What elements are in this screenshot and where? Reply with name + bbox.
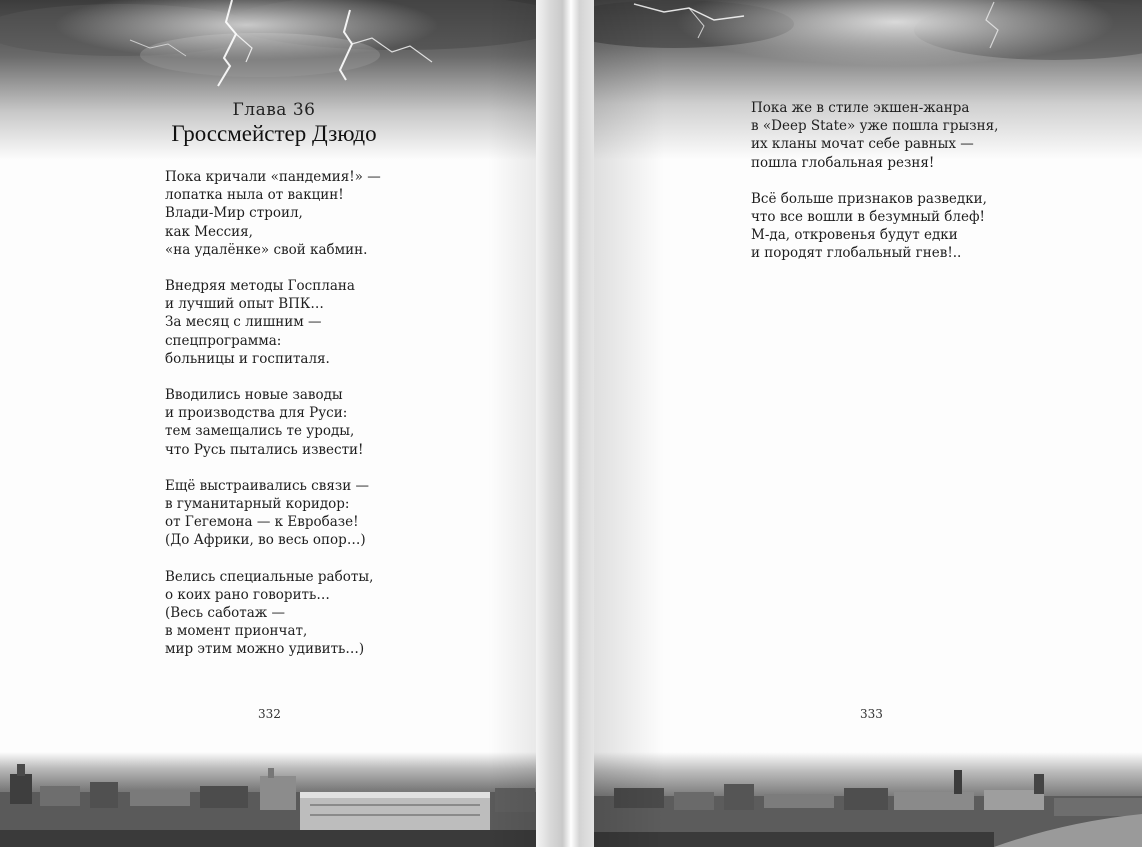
- poem-line: больницы и госпиталя.: [165, 350, 330, 367]
- poem-line: тем замещались те уроды,: [165, 423, 355, 440]
- poem-line: их кланы мочат себе равных —: [751, 136, 974, 153]
- stanza: [165, 568, 505, 659]
- poem-line: и лучший опыт ВПК…: [165, 296, 324, 313]
- page-number: 333: [860, 707, 883, 721]
- poem-line: от Гегемона — к Евробазе!: [165, 514, 359, 531]
- stanza: [165, 386, 505, 459]
- poem-line: спецпрограмма:: [165, 332, 282, 349]
- poem-line: Всё больше признаков разведки,: [751, 190, 987, 207]
- poem-line: как Мессия,: [165, 223, 253, 240]
- poem-line: Велись специальные работы,: [165, 568, 374, 585]
- poem-line: в момент приончат,: [165, 623, 308, 640]
- poem-line: (Весь саботаж —: [165, 605, 285, 622]
- page-number: 332: [258, 707, 281, 721]
- stanza: [751, 99, 1111, 172]
- poem-line: и производства для Руси:: [165, 405, 348, 422]
- poem-line: что Русь пытались извести!: [165, 441, 364, 458]
- poem-line: что все вошли в безумный блеф!: [751, 209, 985, 226]
- poem-line: и породят глобальный гнев!..: [751, 245, 962, 262]
- poem-line: пошла глобальная резня!: [751, 154, 935, 171]
- poem-line: в гуманитарный коридор:: [165, 496, 350, 513]
- poem-line: о коих рано говорить…: [165, 586, 330, 603]
- poem-line: М-да, откровенья будут едки: [751, 227, 958, 244]
- stanza: [165, 477, 505, 550]
- poem-line: Вводились новые заводы: [165, 387, 343, 404]
- stanza: [751, 190, 1111, 263]
- poem-line: Ещё выстраивались связи —: [165, 477, 370, 494]
- city-skyline-image: [0, 752, 548, 847]
- left-page: [0, 0, 548, 847]
- stanza: [165, 277, 505, 368]
- poem-line: Пока кричали «пандемия!» —: [165, 169, 381, 185]
- poem-line: мир этим можно удивить…): [165, 641, 365, 658]
- poem-right: [751, 99, 1111, 281]
- city-skyline-image: [594, 752, 1142, 847]
- poem-line: Влади-Мир строил,: [165, 205, 303, 222]
- poem-line: Пока же в стиле экшен-жанра: [751, 100, 970, 116]
- poem-line: лопатка ныла от вакцин!: [165, 187, 344, 204]
- page-fold-shadow: [594, 0, 664, 847]
- poem-line: «на удалёнке» свой кабмин.: [165, 241, 368, 258]
- poem-line: Внедряя методы Госплана: [165, 278, 355, 295]
- chapter-title: Гроссмейстер Дзюдо: [171, 121, 377, 146]
- poem-line: За месяц с лишним —: [165, 314, 322, 331]
- chapter-label: Глава 36: [232, 100, 316, 120]
- poem-line: (До Африки, во весь опор…): [165, 532, 366, 549]
- right-page: [594, 0, 1142, 847]
- poem-line: в «Deep State» уже пошла грызня,: [751, 118, 999, 135]
- stanza: [165, 168, 505, 259]
- poem-left: [165, 168, 505, 677]
